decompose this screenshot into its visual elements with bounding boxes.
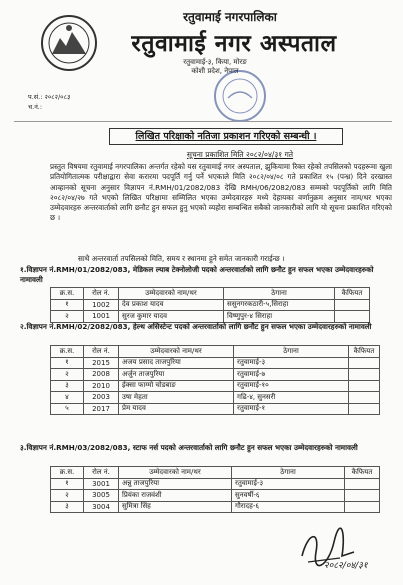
cell-name: ईक्सा फाग्मो चोडबाङ (119, 380, 234, 392)
cell-address: रतुवामाई-१ (234, 403, 349, 415)
cell-name: प्रियंका राजवंशी (119, 490, 232, 502)
cell-serial: ५ (51, 403, 84, 415)
letter-number: प.सं.: २०८२/०८३ (28, 93, 71, 101)
cell-remarks (349, 380, 380, 392)
cell-name: सुरज कुमार यादव (119, 311, 224, 323)
table-header-row (51, 288, 370, 300)
col-roll: रोल नं. (84, 346, 119, 358)
col-address: ठेगाना (232, 467, 345, 479)
table-row (51, 357, 380, 369)
col-name: उम्मेदवारको नाम/थर (119, 346, 234, 358)
cell-name: अर्जुन ताजपुरिया (119, 369, 234, 381)
col-name: उम्मेदवारको नाम/थर (119, 288, 224, 300)
table-row (51, 478, 380, 490)
office-stamp-icon (212, 68, 268, 124)
cell-address: विष्णुपुर-४ सिराहा (224, 311, 335, 323)
hospital-name: रतुवामाई नगर अस्पताल (131, 31, 337, 57)
cell-serial: १ (51, 478, 84, 490)
cell-remarks (345, 490, 380, 502)
cell-serial: २ (51, 311, 84, 323)
notice-publish-date: सूचना प्रकाशित मिति २०८२/०४/३१ गते (186, 150, 294, 159)
cell-roll: 2003 (84, 392, 119, 404)
municipality-name: रतुवामाई नगरपालिका (183, 10, 277, 24)
cell-name: सुमित्रा सिंह (119, 501, 232, 513)
cell-address: रतुवामाई-३ (232, 478, 345, 490)
table-header-row (51, 467, 380, 479)
cell-roll: 1001 (84, 311, 119, 323)
col-address: ठेगाना (224, 288, 335, 300)
col-remarks: कैफियत (349, 346, 380, 358)
table-row (51, 490, 380, 502)
table-row (51, 369, 380, 381)
header-divider (14, 121, 392, 122)
cell-roll: 2017 (84, 403, 119, 415)
cell-serial: ३ (51, 380, 84, 392)
cell-roll: 2015 (84, 357, 119, 369)
cell-address: रतुवामाई-३ (234, 357, 349, 369)
cell-roll: 1002 (84, 299, 119, 311)
cell-remarks (345, 501, 380, 513)
table-row (51, 299, 370, 311)
cell-address: रतुवामाई-७ (234, 369, 349, 381)
cell-name: देव प्रकाश यादव (119, 299, 224, 311)
col-roll: रोल नं. (84, 467, 119, 479)
cell-address: ससुनगरकठारी-५,सिराहा (224, 299, 335, 311)
cell-remarks (345, 478, 380, 490)
cell-serial: १ (51, 299, 84, 311)
section-3-table (50, 466, 380, 513)
section-2-heading: २.विज्ञापन नं.RMH/02/2082/083, हेल्थ असिस्टेन्ट पदको अन्तरवार्ताको लागि छनौट हुन सफल भएका उम्मेदवारहरुको नामावली (20, 322, 372, 331)
cell-serial: १ (51, 357, 84, 369)
cell-roll: 3004 (84, 501, 119, 513)
address-line-1: रतुवामाई-३, किया, मोरङ (183, 58, 247, 66)
cell-serial: २ (51, 490, 84, 502)
section-2-table (50, 345, 380, 415)
cell-serial: ३ (51, 501, 84, 513)
cell-remarks (335, 311, 370, 323)
cell-roll: 3001 (84, 478, 119, 490)
cell-address: गौरादह-६ (232, 501, 345, 513)
cell-roll: 2008 (84, 369, 119, 381)
section-1-table (50, 287, 370, 323)
col-remarks: कैफियत (345, 467, 380, 479)
cell-address: सुनवर्षी-६ (232, 490, 345, 502)
cell-remarks (335, 299, 370, 311)
table-row (51, 380, 380, 392)
cell-name: अजय प्रसाद ताजपुरिया (119, 357, 234, 369)
cell-roll: 3005 (84, 490, 119, 502)
col-address: ठेगाना (234, 346, 349, 358)
signature-date: २०८२/०४/३१ (324, 561, 368, 571)
address-line-2: कोशी प्रदेश, नेपाल (191, 67, 239, 75)
col-roll: रोल नं. (84, 288, 119, 300)
col-serial: क्र.स. (51, 346, 84, 358)
cell-name: अन्नु ताजपुरिया (119, 478, 232, 490)
table-row (51, 311, 370, 323)
col-name: उम्मेदवारको नाम/थर (119, 467, 232, 479)
cell-address: रतुवामाई-१० (234, 380, 349, 392)
cell-address: गढि-४, सुनसरी (234, 392, 349, 404)
table-row (51, 403, 380, 415)
notice-closing: साथै अन्तरवार्ता तपसिलको मिति, समय र स्थानमा हुने समेत जानकारी गराईन्छ । (78, 254, 285, 263)
cell-remarks (349, 403, 380, 415)
notice-body: प्रस्तुत विषयमा रतुवामाई नगरपालिका अन्तर्गत रहेको यस रतुवामाई नगर अस्पताल, झुकियामा रिक्त रहेको तपसिलको पदहरूमा खुला प्रतियोगितात्मक परीक्षाद्वारा सेवा करारमा पदपूर्ति गर्नु पर्ने भएकाले मिति २०८२/०४/०८ गते प्रकाशित १५ (पन्ध्र) दिने दरखास्त आव्हानको सूचना अनुसार विज्ञापन नं.RMH/01/2082/083 देखि RMH/06/2082/083 सम्मको पदपूर्तिको लागि मिति २०८२/०४/२७ गते भएको लिखित परिक्षामा सम्मिलित भएका उम्मेदवारहरु मध्ये देहायका वर्णानुक्रम अनुसार नाम/थर भएका उम्मेदवारहरु अन्तरवार्ताको लागि छनौट हुन सफल हुनु भएको व्यहोरा सम्बन्धित सबैको जानकारीको लागि यो सूचना प्रकाशित गरिएको छ । (50, 162, 392, 223)
cell-serial: ४ (51, 392, 84, 404)
signature-block (294, 522, 394, 578)
table-row (51, 501, 380, 513)
notice-title: लिखित परिक्षाको नतिजा प्रकाशन गरिएको सम्बन्धी । (109, 128, 343, 145)
section-3-heading: ३.विज्ञापन नं.RMH/03/2082/083, स्टाफ नर्स पदको अन्तरवार्ताको लागि छनौट हुन सफल भएका उम्मेदवारहरुको नामावली (20, 443, 358, 452)
section-1-heading: १.विज्ञापन नं.RMH/01/2082/083, मेडिकल ल्याब टेक्नोलोजी पदको अन्तरवार्ताको लागि छनौट हुन सफल भएका उम्मेदवारहरुको नामावली (20, 265, 374, 284)
col-serial: क्र.स. (51, 467, 84, 479)
table-header-row (51, 346, 380, 358)
col-remarks: कैफियत (335, 288, 370, 300)
cell-roll: 2010 (84, 380, 119, 392)
table-row (51, 392, 380, 404)
dispatch-number: च.नं.: (28, 103, 43, 111)
cell-name: प्रेम यादव (119, 403, 234, 415)
cell-remarks (349, 357, 380, 369)
cell-remarks (349, 369, 380, 381)
cell-remarks (349, 392, 380, 404)
reference-block (28, 92, 70, 112)
cell-serial: २ (51, 369, 84, 381)
col-serial: क्र.स. (51, 288, 84, 300)
municipality-logo-icon (40, 14, 98, 72)
cell-name: उषा मेहता (119, 392, 234, 404)
